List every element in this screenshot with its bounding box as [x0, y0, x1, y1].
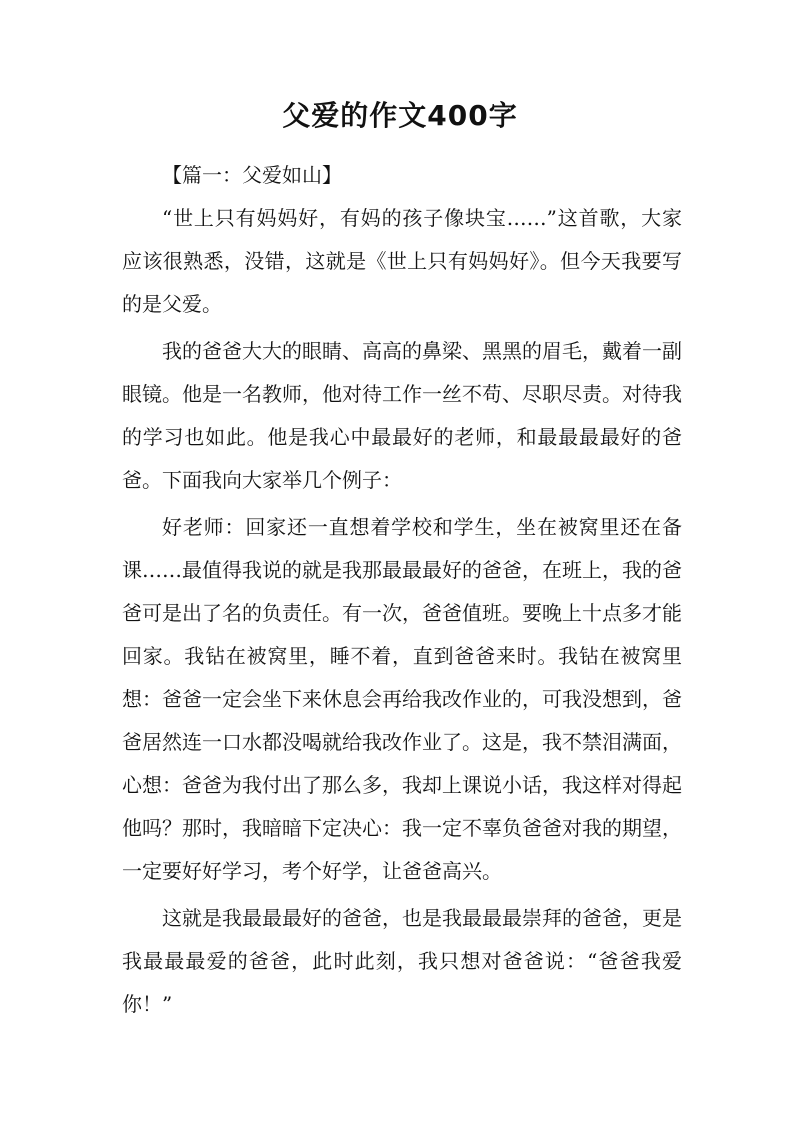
document-body — [122, 154, 682, 1026]
document-title: 父爱的作文400字 — [282, 99, 518, 132]
section-heading: 【篇一：父爱如山】 — [162, 163, 342, 187]
paragraph-3: 好老师：回家还一直想着学校和学生，坐在被窝里还在备课……最值得我说的就是我那最最最好的爸爸，在班上，我的爸爸可是出了名的负责任。有一次，爸爸值班。要晚上十点多才能回家。我钻在被窝里，睡不着，直到爸爸来时。我钻在被窝里想：爸爸一定会坐下来休息会再给我改作业的，可我没想到，爸爸居然连一口水都没喝就给我改作业了。这是，我不禁泪满面，心想：爸爸为我付出了那么多，我却上课说小话，我这样对得起他吗？那时，我暗暗下定决心：我一定不辜负爸爸对我的期望，一定要好好学习，考个好学，让爸爸高兴。 — [122, 515, 682, 883]
paragraph-2: 我的爸爸大大的眼睛、高高的鼻梁、黑黑的眉毛，戴着一副眼镜。他是一名教师，他对待工作一丝不苟、尽职尽责。对待我的学习也如此。他是我心中最最好的老师，和最最最最好的爸爸。下面我向大家举几个例子： — [122, 339, 682, 492]
paragraph-4: 这就是我最最最好的爸爸，也是我最最最崇拜的爸爸，更是我最最最爱的爸爸，此时此刻，我只想对爸爸说：“爸爸我爱你！” — [122, 906, 682, 1016]
paragraph-1: “世上只有妈妈好，有妈的孩子像块宝……”这首歌，大家应该很熟悉，没错，这就是《世上只有妈妈好》。但今天我要写的是父爱。 — [122, 206, 682, 316]
